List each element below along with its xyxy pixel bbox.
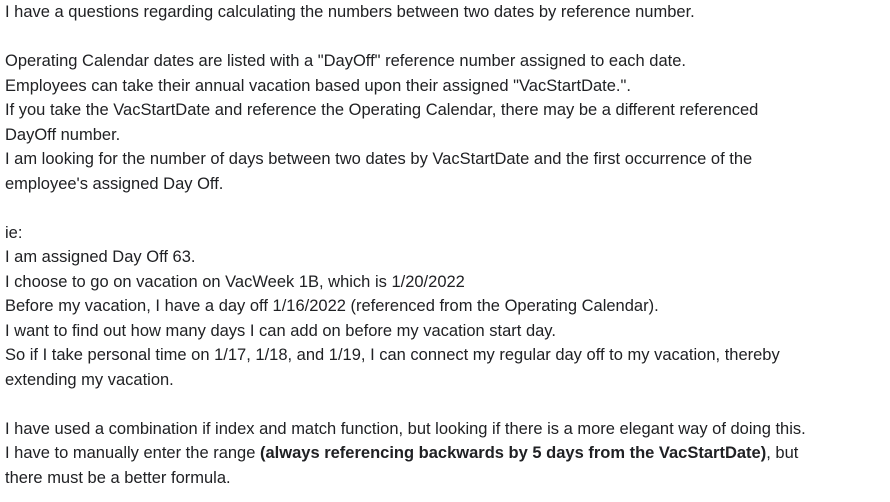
paragraph-2-line: I am assigned Day Off 63.	[5, 248, 196, 266]
paragraph-1-line: If you take the VacStartDate and reference the Operating Calendar, there may be a different referenced	[5, 101, 759, 119]
paragraph-2-line: So if I take personal time on 1/17, 1/18, and 1/19, I can connect my regular day off to my vacation, thereby	[5, 346, 780, 364]
paragraph-3-line: there must be a better formula.	[5, 468, 231, 487]
paragraph-1-line: I am looking for the number of days between two dates by VacStartDate and the first occurrence of the	[5, 150, 753, 168]
paragraph-3-line-range	[5, 441, 885, 466]
paragraph-1-line: Employees can take their annual vacation based upon their assigned "VacStartDate.".	[5, 76, 631, 95]
range-text: I have to manually enter the range	[5, 444, 260, 462]
paragraph-2-line: I want to find out how many days I can add on before my vacation start day.	[5, 321, 556, 340]
paragraph-3-line: I have used a combination if index and match function, but looking if there is a more elegant way of doing this.	[5, 419, 806, 438]
paragraph-2-line: ie:	[5, 223, 23, 242]
paragraph-gap	[5, 25, 885, 50]
range-text-tail: , but	[766, 444, 799, 462]
paragraph-2-line: extending my vacation.	[5, 370, 174, 389]
paragraph-2-line: I choose to go on vacation on VacWeek 1B, which is 1/20/2022	[5, 272, 465, 291]
paragraph-1-line: employee's assigned Day Off.	[5, 174, 224, 193]
paragraph-2-line: Before my vacation, I have a day off 1/16/2022 (referenced from the Operating Calendar).	[5, 297, 659, 315]
paragraph-gap	[5, 196, 885, 221]
intro-text: I have a questions regarding calculating the numbers between two dates by reference number.	[5, 3, 695, 21]
paragraph-1-line: Operating Calendar dates are listed with a "DayOff" reference number assigned to each date.	[5, 52, 686, 70]
paragraph-gap	[5, 392, 885, 417]
range-emphasis: (always referencing backwards by 5 days from the VacStartDate)	[260, 444, 767, 462]
post-body	[5, 0, 885, 490]
paragraph-1-line: DayOff number.	[5, 125, 121, 144]
